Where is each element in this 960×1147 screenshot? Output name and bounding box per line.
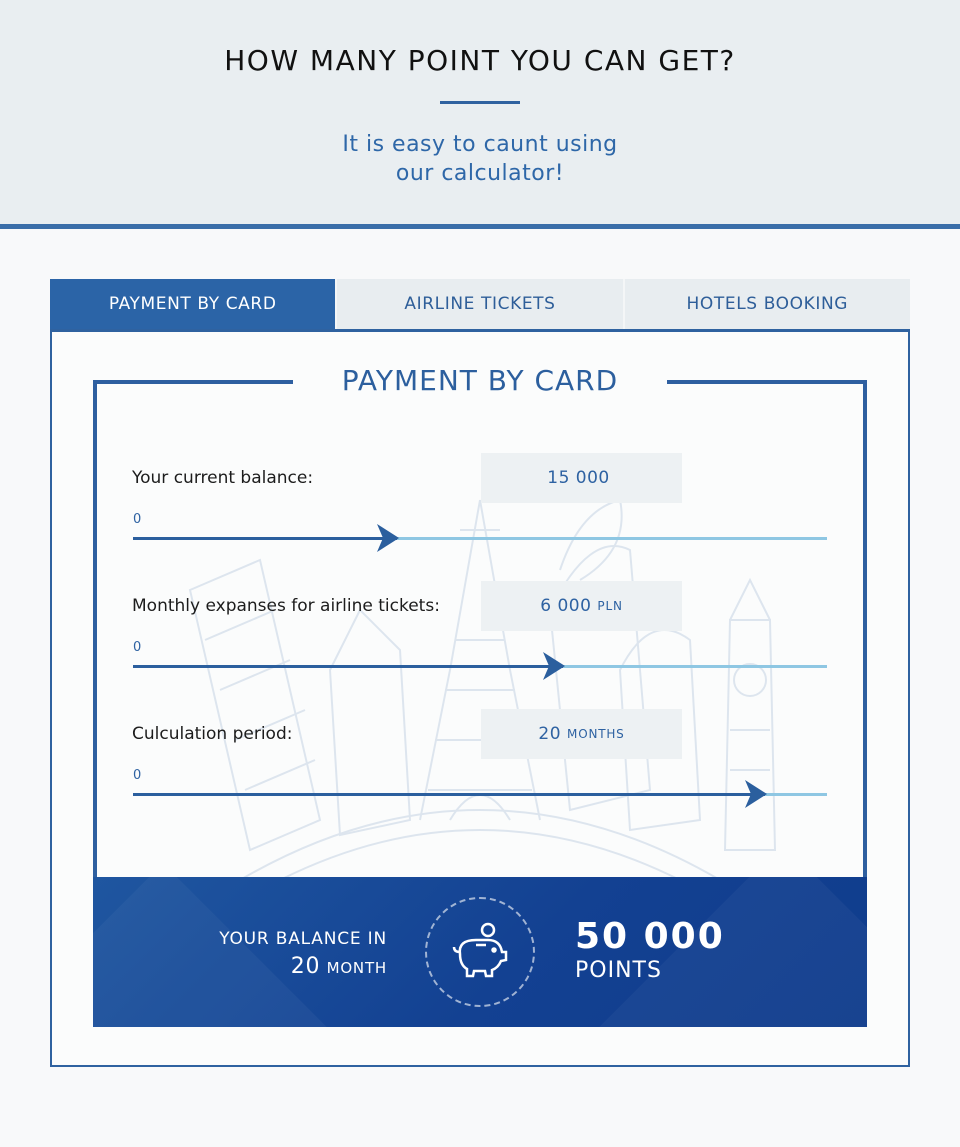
airline-expenses-unit: PLN [597,599,623,613]
airline-expenses-slider-thumb-arrow-icon[interactable] [543,652,565,680]
period-label: Culculation period: [132,724,293,744]
subtitle-line-2: our calculator! [395,161,565,186]
page-subtitle [0,130,960,188]
calculator-tabs [50,279,910,329]
title-divider [440,101,520,104]
period-slider-fill [133,793,765,796]
tab-hotels-booking[interactable]: HOTELS BOOKING [623,279,910,329]
header-divider [0,224,960,229]
result-period-unit: MONTH [326,959,387,977]
balance-value-field[interactable] [481,453,682,503]
airline-expenses-label: Monthly expanses for airline tickets: [132,596,440,616]
result-banner [93,877,867,1027]
balance-slider-fill [133,537,397,540]
balance-slider[interactable] [133,537,827,540]
tab-airline-tickets[interactable]: AIRLINE TICKETS [335,279,622,329]
result-period-value: 20 [290,954,321,979]
period-slider[interactable] [133,793,827,796]
balance-slider-min: 0 [133,512,142,527]
period-value-field[interactable] [481,709,682,759]
result-points [575,917,725,985]
piggy-bank-icon [448,920,512,984]
balance-value: 15 000 [547,468,610,488]
result-label [219,925,387,982]
airline-expenses-value: 6 000 [540,596,592,616]
airline-expenses-value-field[interactable] [481,581,682,631]
panel-title: PAYMENT BY CARD [341,364,619,397]
period-slider-thumb-arrow-icon[interactable] [745,780,767,808]
tab-payment-by-card[interactable]: PAYMENT BY CARD [50,279,335,329]
period-slider-min: 0 [133,768,142,783]
airline-expenses-slider[interactable] [133,665,827,668]
subtitle-line-1: It is easy to caunt using [342,132,618,157]
period-unit: MONTHS [567,727,625,741]
balance-label: Your current balance: [132,468,314,488]
airline-expenses-slider-min: 0 [133,640,142,655]
result-points-value: 50 000 [575,916,725,957]
result-label-line: YOUR BALANCE IN [219,929,387,949]
header-section [0,0,960,224]
result-points-unit: POINTS [575,958,662,983]
airline-expenses-slider-fill [133,665,563,668]
balance-slider-thumb-arrow-icon[interactable] [377,524,399,552]
period-value: 20 [538,724,562,744]
page-title: HOW MANY POINT YOU CAN GET? [224,44,736,77]
result-period [219,953,387,982]
